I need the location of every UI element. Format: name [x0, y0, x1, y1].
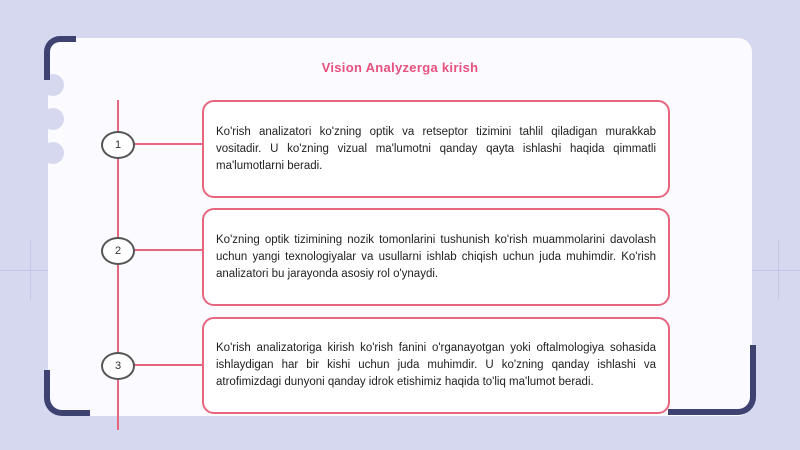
slide-title: Vision Analyzerga kirish: [321, 60, 479, 75]
timeline-connector: [132, 364, 204, 366]
card-notch: [42, 108, 64, 130]
info-box-text: Ko'zning optik tizimining nozik tomonlarini tushunish ko'rish muammolarini davolash uchun yangi texnologiyalar va usullarni ishlab chiqish uchun juda muhimdir. Ko'rish analizatori bu jarayonda asosiy rol o'ynaydi.: [216, 233, 656, 280]
step-number-badge: 2: [101, 237, 135, 265]
frame-corner-top-left: [44, 36, 76, 80]
info-box: [202, 100, 670, 198]
timeline-connector: [132, 143, 204, 145]
info-box-text: Ko'rish analizatori ko'zning optik va retseptor tizimini tahlil qiladigan murakkab vositadir. U ko'zning vizual ma'lumotni qanday qayta ishlashi haqida qimmatli ma'lumotlarni beradi.: [216, 125, 656, 172]
background-guide-tick-right: [778, 240, 779, 300]
info-box-text: Ko'rish analizatoriga kirish ko'rish fanini o'rganayotgan yoki oftalmologiya sohasida ishlaydigan har bir kishi uchun juda muhimdir. U ko'zning qanday ishlashi va atrofimizdagi dunyoni qanday idrok etishimiz haqida to'liq ma'lumot beradi.: [216, 342, 656, 388]
frame-corner-bottom-right: [668, 345, 756, 415]
card-notch: [42, 142, 64, 164]
timeline-connector: [132, 249, 204, 251]
info-box: [202, 208, 670, 306]
frame-corner-bottom-left: [44, 370, 90, 416]
info-box: [202, 317, 670, 414]
background-guide-tick-left: [30, 240, 31, 300]
step-number-badge: 1: [101, 131, 135, 159]
step-number-badge: 3: [101, 352, 135, 380]
